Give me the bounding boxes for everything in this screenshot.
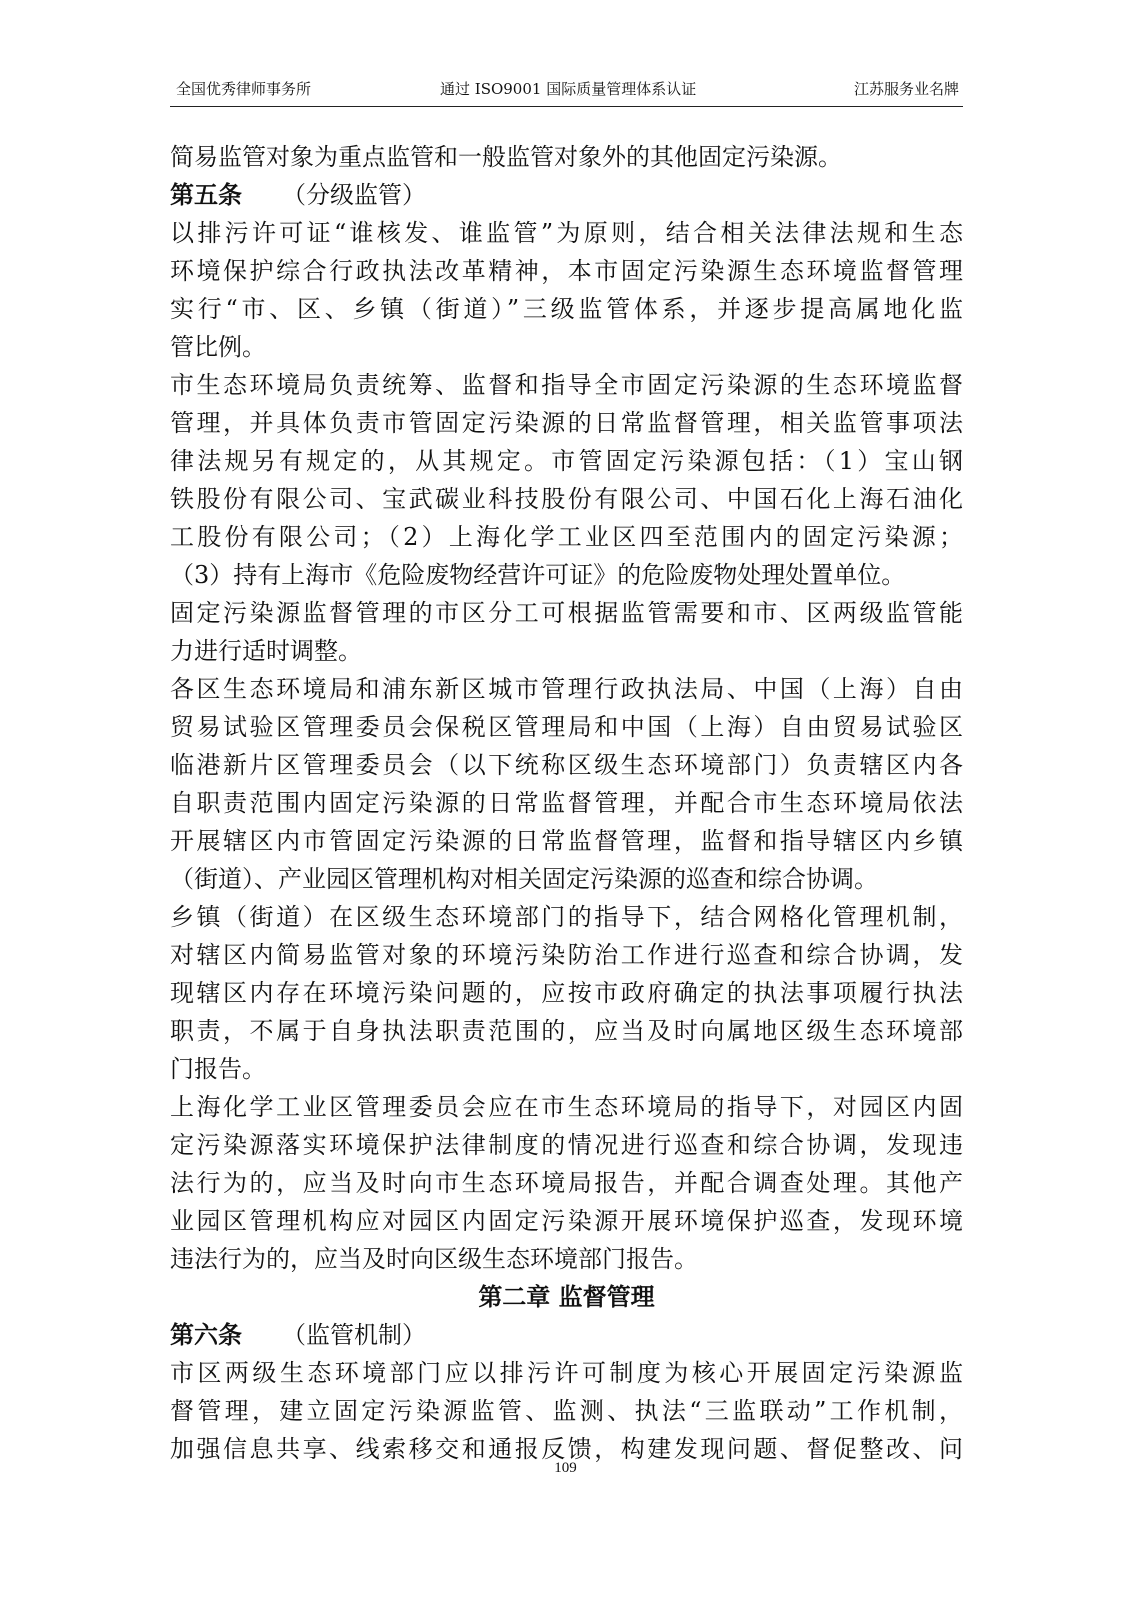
text-line: 现辖区内存在环境污染问题的，应按市政府确定的执法事项履行执法: [170, 979, 963, 1007]
header-left-text: 全国优秀律师事务所: [176, 80, 312, 98]
text-line: 加强信息共享、线索移交和通报反馈，构建发现问题、督促整改、问: [170, 1435, 963, 1463]
header-center-text: 通过 ISO9001 国际质量管理体系认证: [440, 80, 697, 98]
text-line: 简易监管对象为重点监管和一般监管对象外的其他固定污染源。: [170, 143, 842, 171]
text-line: 管理，并具体负责市管固定污染源的日常监督管理，相关监管事项法: [170, 409, 963, 437]
text-line: 以排污许可证“谁核发、谁监管”为原则，结合相关法律法规和生态: [170, 219, 963, 247]
text-line: 管比例。: [170, 333, 266, 361]
text-line: 门报告。: [170, 1055, 266, 1083]
document-body: [170, 138, 963, 1468]
text-line: 力进行适时调整。: [170, 637, 362, 665]
article-heading: [170, 1316, 963, 1354]
text-line: 职责，不属于自身执法职责范围的，应当及时向属地区级生态环境部: [170, 1017, 963, 1045]
article-heading: [170, 176, 963, 214]
text-line: （街道）、产业园区管理机构对相关固定污染源的巡查和综合协调。: [170, 865, 878, 893]
text-line: 实行“市、区、乡镇（街道）”三级监管体系，并逐步提高属地化监: [170, 295, 963, 323]
text-line: 市生态环境局负责统筹、监督和指导全市固定污染源的生态环境监督: [170, 371, 963, 399]
text-line: 上海化学工业区管理委员会应在市生态环境局的指导下，对园区内固: [170, 1093, 963, 1121]
text-line: 工股份有限公司；（2）上海化学工业区四至范围内的固定污染源；: [170, 523, 963, 551]
text-line: 环境保护综合行政执法改革精神，本市固定污染源生态环境监督管理: [170, 257, 963, 285]
text-line: 各区生态环境局和浦东新区城市管理行政执法局、中国（上海）自由: [170, 675, 963, 703]
article-title: （分级监管）: [282, 181, 426, 209]
text-line: 铁股份有限公司、宝武碳业科技股份有限公司、中国石化上海石油化: [170, 485, 963, 513]
article-number: 第六条: [170, 1320, 242, 1349]
text-line: 自职责范围内固定污染源的日常监督管理，并配合市生态环境局依法: [170, 789, 963, 817]
chapter-title: 第二章 监督管理: [478, 1282, 655, 1311]
text-line: 定污染源落实环境保护法律制度的情况进行巡查和综合协调，发现违: [170, 1131, 963, 1159]
text-line: 律法规另有规定的，从其规定。市管固定污染源包括：（1）宝山钢: [170, 447, 963, 475]
text-line: 乡镇（街道）在区级生态环境部门的指导下，结合网格化管理机制，: [170, 903, 963, 931]
header-right-text: 江苏服务业名牌: [853, 80, 959, 98]
text-line: 固定污染源监督管理的市区分工可根据监管需要和市、区两级监管能: [170, 599, 963, 627]
text-line: 贸易试验区管理委员会保税区管理局和中国（上海）自由贸易试验区: [170, 713, 963, 741]
page-header: [170, 78, 963, 107]
text-line: 开展辖区内市管固定污染源的日常监督管理，监督和指导辖区内乡镇: [170, 827, 963, 855]
text-line: 督管理，建立固定污染源监管、监测、执法“三监联动”工作机制，: [170, 1397, 963, 1425]
page-number: 109: [554, 1460, 577, 1476]
text-line: 业园区管理机构应对园区内固定污染源开展环境保护巡查，发现环境: [170, 1207, 963, 1235]
text-line: （3）持有上海市《危险废物经营许可证》的危险废物处理处置单位。: [170, 561, 906, 589]
text-line: 法行为的，应当及时向市生态环境局报告，并配合调查处理。其他产: [170, 1169, 963, 1197]
text-line: 对辖区内简易监管对象的环境污染防治工作进行巡查和综合协调，发: [170, 941, 963, 969]
article-number: 第五条: [170, 180, 242, 209]
text-line: 临港新片区管理委员会（以下统称区级生态环境部门）负责辖区内各: [170, 751, 963, 779]
article-title: （监管机制）: [282, 1321, 426, 1349]
text-line: 市区两级生态环境部门应以排污许可制度为核心开展固定污染源监: [170, 1359, 963, 1387]
text-line: 违法行为的，应当及时向区级生态环境部门报告。: [170, 1245, 698, 1273]
